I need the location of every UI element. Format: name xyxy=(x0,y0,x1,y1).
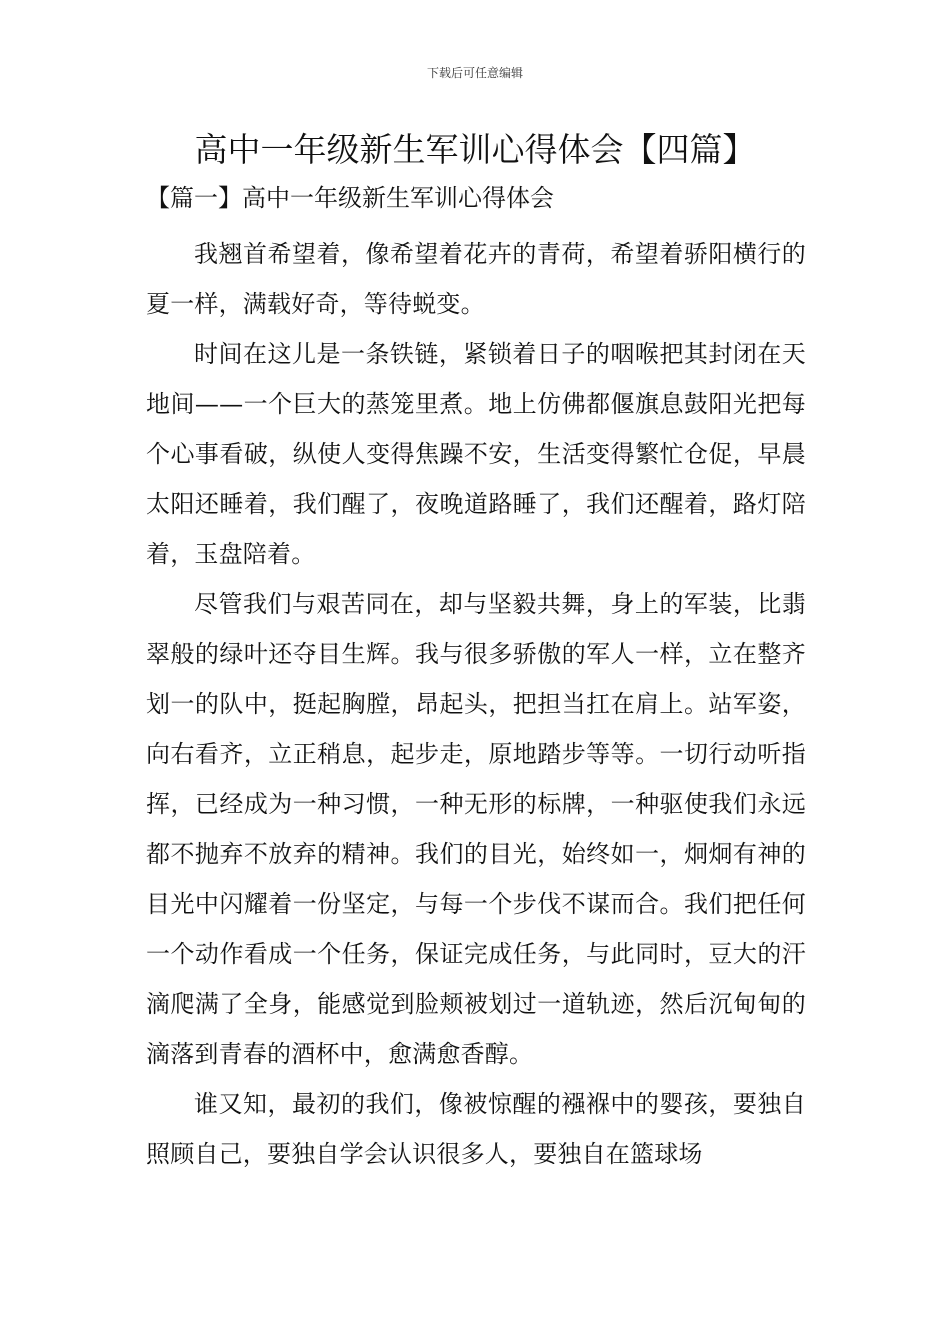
paragraph-1: 我翘首希望着，像希望着花卉的青荷，希望着骄阳横行的夏一样，满载好奇，等待蜕变。 xyxy=(146,240,806,318)
paragraph-2: 时间在这儿是一条铁链，紧锁着日子的咽喉把其封闭在天地间——一个巨大的蒸笼里煮。地上仿佛都偃旗息鼓阳光把每个心事看破，纵使人变得焦躁不安，生活变得繁忙仓促，早晨太阳还睡着，我们醒了，夜晚道路睡了，我们还醒着，路灯陪着，玉盘陪着。 xyxy=(146,340,806,568)
paragraph-4: 谁又知，最初的我们，像被惊醒的襁褓中的婴孩，要独自照顾自己，要独自学会认识很多人，要独自在篮球场 xyxy=(146,1090,806,1168)
document-title: 高中一年级新生军训心得体会【四篇】 xyxy=(194,130,756,169)
page-header-note: 下载后可任意编辑 xyxy=(426,66,523,80)
document-body xyxy=(146,229,806,1179)
paragraph-3: 尽管我们与艰苦同在，却与坚毅共舞，身上的军装，比翡翠般的绿叶还夺目生辉。我与很多骄傲的军人一样，立在整齐划一的队中，挺起胸膛，昂起头，把担当扛在肩上。站军姿，向右看齐，立正稍息，起步走，原地踏步等等。一切行动听指挥，已经成为一种习惯，一种无形的标牌，一种驱使我们永远都不抛弃不放弃的精神。我们的目光，始终如一，炯炯有神的目光中闪耀着一份坚定，与每一个步伐不谋而合。我们把任何一个动作看成一个任务，保证完成任务，与此同时，豆大的汗滴爬满了全身，能感觉到脸颊被划过一道轨迹，然后沉甸甸的滴落到青春的酒杯中，愈满愈香醇。 xyxy=(146,590,806,1068)
section-heading: 【篇一】高中一年级新生军训心得体会 xyxy=(146,184,554,212)
